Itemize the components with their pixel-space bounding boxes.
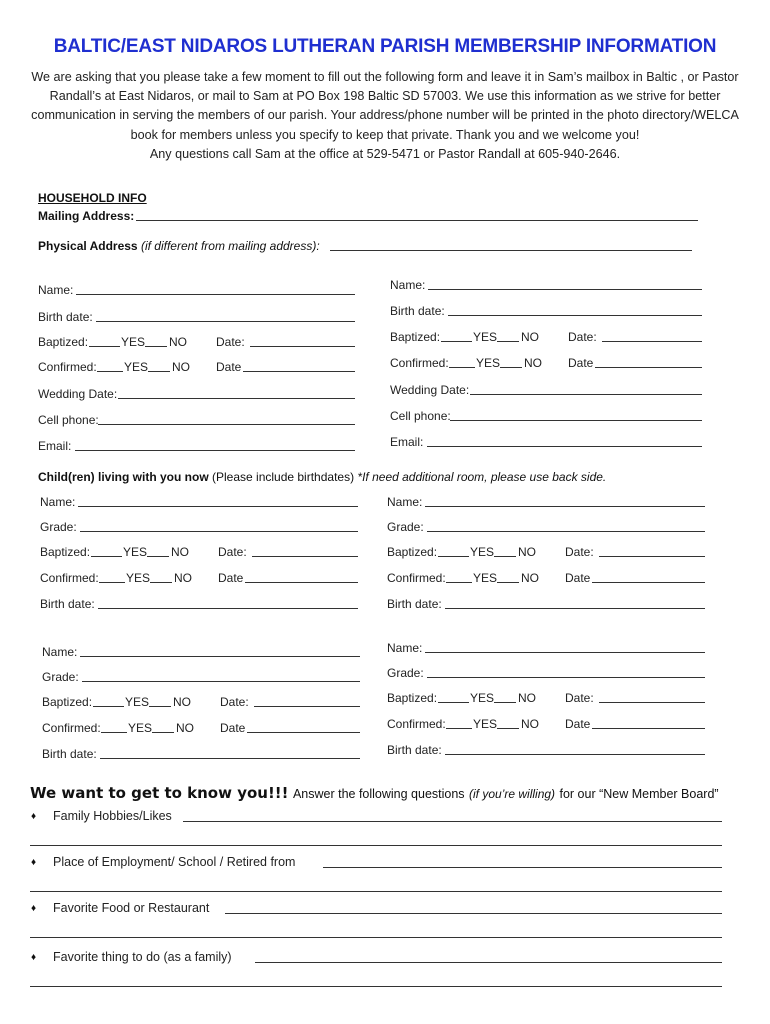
question-2-bullet-icon: ♦ [31, 903, 37, 914]
question-0-answer-line-1[interactable] [183, 821, 722, 822]
child0-baptized-date-field[interactable] [252, 556, 358, 557]
child3-confirmed-no: NO [521, 717, 539, 731]
know-heading-row [30, 784, 719, 803]
hh1-baptized-yes-blank[interactable] [441, 341, 472, 342]
hh1-cell-label: Cell phone: [390, 409, 451, 423]
hh0-confirmed-label: Confirmed: [38, 360, 97, 374]
child0-name-label: Name: [40, 495, 76, 509]
child3-baptized-label: Baptized: [387, 691, 438, 705]
hh1-confirmed-no: NO [524, 356, 542, 370]
hh0-confirmed-date-field[interactable] [243, 371, 355, 372]
child3-confirmed-yes: YES [473, 717, 498, 731]
question-0-bullet-icon: ♦ [31, 811, 37, 822]
child0-baptized-label: Baptized: [40, 545, 91, 559]
hh0-baptized-no: NO [169, 335, 187, 349]
child2-confirmed-no-blank[interactable] [152, 732, 174, 733]
child0-baptized-yes: YES [123, 545, 148, 559]
children-note-2: *If need additional room, please use back side. [357, 470, 607, 484]
hh0-confirmed-yes: YES [124, 360, 149, 374]
child3-baptized-date-field[interactable] [599, 702, 705, 703]
child3-grade-label: Grade: [387, 666, 424, 680]
question-3-label: Favorite thing to do (as a family) [53, 950, 232, 964]
child1-confirmed-label: Confirmed: [387, 571, 446, 585]
hh0-email-field[interactable] [75, 450, 355, 451]
child1-confirmed-yes-blank[interactable] [446, 582, 472, 583]
child2-confirmed-yes: YES [128, 721, 153, 735]
hh1-birth-label: Birth date: [390, 304, 445, 318]
child0-baptized-no: NO [171, 545, 189, 559]
child1-name-label: Name: [387, 495, 423, 509]
question-0-answer-line-2[interactable] [30, 845, 722, 846]
know-tail: for our “New Member Board” [559, 787, 719, 801]
child3-confirmed-date-label: Date [565, 717, 591, 731]
hh0-baptized-date-label: Date: [216, 335, 245, 349]
child0-grade-label: Grade: [40, 520, 77, 534]
hh1-birth-field[interactable] [448, 315, 702, 316]
hh0-baptized-date-field[interactable] [250, 346, 355, 347]
child2-confirmed-no: NO [176, 721, 194, 735]
hh0-name-label: Name: [38, 283, 74, 297]
child1-name-field[interactable] [425, 506, 705, 507]
hh0-email-label: Email: [38, 439, 72, 453]
hh0-baptized-yes-blank[interactable] [89, 346, 120, 347]
hh1-confirmed-no-blank[interactable] [500, 367, 522, 368]
child0-confirmed-date-label: Date [218, 571, 244, 585]
child0-baptized-date-label: Date: [218, 545, 247, 559]
child3-confirmed-yes-blank[interactable] [446, 728, 472, 729]
form-title: BALTIC/EAST NIDAROS LUTHERAN PARISH MEMBERSHIP INFORMATION [53, 36, 717, 57]
child0-baptized-no-blank[interactable] [147, 556, 169, 557]
physical-address-text: Physical Address [38, 239, 138, 253]
child2-confirmed-label: Confirmed: [42, 721, 101, 735]
hh1-baptized-label: Baptized: [390, 330, 441, 344]
child1-confirmed-yes: YES [473, 571, 498, 585]
child2-grade-label: Grade: [42, 670, 79, 684]
child3-baptized-date-label: Date: [565, 691, 594, 705]
child1-baptized-no: NO [518, 545, 536, 559]
hh1-wedding-field[interactable] [470, 394, 702, 395]
child2-birth-field[interactable] [100, 758, 360, 759]
mailing-address-field[interactable] [136, 220, 698, 221]
hh1-confirmed-label: Confirmed: [390, 356, 449, 370]
intro-text: We are asking that you please take a few moment to fill out the following form and leave it in Sam’s mailbox in Baltic , or Pastor Randall’s at East Nidaros, or mail to Sam at PO Box 198 Baltic SD 57003. We use this information as we strive for better communication in serving the members of our parish. Your address/phone number will be printed in the photo directory/WELCA book for members unless you specify to keep that private. Thank you and we welcome you! [31, 70, 739, 142]
contact-text: Any questions call Sam at the office at 529-5471 or Pastor Randall at 605-940-2646. [149, 146, 621, 161]
child1-baptized-date-field[interactable] [599, 556, 705, 557]
child3-birth-label: Birth date: [387, 743, 442, 757]
hh1-baptized-yes: YES [473, 330, 498, 344]
child2-confirmed-yes-blank[interactable] [101, 732, 127, 733]
child1-confirmed-date-label: Date [565, 571, 591, 585]
child1-baptized-label: Baptized: [387, 545, 438, 559]
child1-confirmed-no-blank[interactable] [497, 582, 519, 583]
child0-confirmed-yes: YES [126, 571, 151, 585]
child3-baptized-no: NO [518, 691, 536, 705]
child1-birth-label: Birth date: [387, 597, 442, 611]
hh0-birth-label: Birth date: [38, 310, 93, 324]
child0-birth-label: Birth date: [40, 597, 95, 611]
hh1-confirmed-date-field[interactable] [595, 367, 702, 368]
child1-grade-label: Grade: [387, 520, 424, 534]
hh1-wedding-label: Wedding Date: [390, 383, 470, 397]
child2-baptized-yes: YES [125, 695, 150, 709]
hh0-confirmed-date-label: Date [216, 360, 242, 374]
know-paren: (if you’re willing) [469, 787, 556, 801]
child3-baptized-yes-blank[interactable] [438, 702, 469, 703]
physical-address-note: (if different from mailing address): [140, 239, 320, 253]
hh1-email-field[interactable] [427, 446, 702, 447]
child2-baptized-yes-blank[interactable] [93, 706, 124, 707]
child2-confirmed-date-label: Date [220, 721, 246, 735]
child2-baptized-no-blank[interactable] [149, 706, 171, 707]
child1-birth-field[interactable] [445, 608, 705, 609]
child2-baptized-date-label: Date: [220, 695, 249, 709]
hh1-name-label: Name: [390, 278, 426, 292]
household-heading: HOUSEHOLD INFO [38, 191, 147, 205]
child0-name-field[interactable] [78, 506, 358, 507]
know-heading: We want to get to know you!!! [30, 784, 289, 802]
question-3-bullet-icon: ♦ [31, 952, 37, 963]
child2-baptized-label: Baptized: [42, 695, 93, 709]
hh0-baptized-yes: YES [121, 335, 146, 349]
child1-grade-field[interactable] [427, 531, 705, 532]
child3-grade-field[interactable] [427, 677, 705, 678]
child2-baptized-date-field[interactable] [254, 706, 360, 707]
physical-address-label [38, 239, 320, 253]
child3-name-field[interactable] [425, 652, 705, 653]
child0-confirmed-yes-blank[interactable] [99, 582, 125, 583]
child1-baptized-date-label: Date: [565, 545, 594, 559]
hh1-baptized-date-label: Date: [568, 330, 597, 344]
intro-paragraph [20, 68, 750, 164]
question-3-answer-line-2[interactable] [30, 986, 722, 987]
hh0-name-field[interactable] [76, 294, 355, 295]
child3-confirmed-label: Confirmed: [387, 717, 446, 731]
question-2-answer-line-2[interactable] [30, 937, 722, 938]
physical-address-field[interactable] [330, 250, 692, 251]
hh1-name-field[interactable] [428, 289, 702, 290]
hh0-baptized-label: Baptized: [38, 335, 89, 349]
child0-confirmed-no: NO [174, 571, 192, 585]
children-heading-row [38, 470, 606, 484]
hh0-cell-field[interactable] [98, 424, 355, 425]
hh1-email-label: Email: [390, 435, 424, 449]
child0-birth-field[interactable] [98, 608, 358, 609]
hh0-cell-label: Cell phone: [38, 413, 99, 427]
question-2-answer-line-1[interactable] [225, 913, 722, 914]
hh0-confirmed-yes-blank[interactable] [97, 371, 123, 372]
child1-baptized-yes-blank[interactable] [438, 556, 469, 557]
hh0-confirmed-no-blank[interactable] [148, 371, 170, 372]
child3-name-label: Name: [387, 641, 423, 655]
child0-baptized-yes-blank[interactable] [91, 556, 122, 557]
hh0-wedding-field[interactable] [118, 398, 355, 399]
children-note: (Please include birthdates) [212, 470, 355, 484]
hh0-confirmed-no: NO [172, 360, 190, 374]
child1-confirmed-no: NO [521, 571, 539, 585]
know-text: Answer the following questions [292, 787, 465, 801]
hh1-confirmed-yes: YES [476, 356, 501, 370]
question-0-label: Family Hobbies/Likes [53, 809, 172, 823]
question-3-answer-line-1[interactable] [255, 962, 722, 963]
child3-baptized-no-blank[interactable] [494, 702, 516, 703]
child2-name-label: Name: [42, 645, 78, 659]
child3-confirmed-no-blank[interactable] [497, 728, 519, 729]
child2-name-field[interactable] [80, 656, 360, 657]
child1-baptized-yes: YES [470, 545, 495, 559]
child2-birth-label: Birth date: [42, 747, 97, 761]
question-1-answer-line-1[interactable] [323, 867, 722, 868]
question-1-answer-line-2[interactable] [30, 891, 722, 892]
hh1-baptized-date-field[interactable] [602, 341, 702, 342]
hh1-confirmed-yes-blank[interactable] [449, 367, 475, 368]
question-2-label: Favorite Food or Restaurant [53, 901, 210, 915]
child3-confirmed-date-field[interactable] [592, 728, 705, 729]
hh1-baptized-no: NO [521, 330, 539, 344]
question-1-label: Place of Employment/ School / Retired from [53, 855, 296, 869]
child2-grade-field[interactable] [82, 681, 360, 682]
mailing-address-label: Mailing Address: [38, 209, 135, 223]
hh0-baptized-no-blank[interactable] [145, 346, 167, 347]
child2-baptized-no: NO [173, 695, 191, 709]
child3-birth-field[interactable] [445, 754, 705, 755]
child2-confirmed-date-field[interactable] [247, 732, 360, 733]
children-heading: Child(ren) living with you now [38, 470, 209, 484]
hh0-wedding-label: Wedding Date: [38, 387, 118, 401]
child0-grade-field[interactable] [80, 531, 358, 532]
hh1-cell-field[interactable] [450, 420, 702, 421]
hh0-birth-field[interactable] [96, 321, 355, 322]
child1-baptized-no-blank[interactable] [494, 556, 516, 557]
question-1-bullet-icon: ♦ [31, 857, 37, 868]
child3-baptized-yes: YES [470, 691, 495, 705]
child0-confirmed-label: Confirmed: [40, 571, 99, 585]
hh1-baptized-no-blank[interactable] [497, 341, 519, 342]
child0-confirmed-no-blank[interactable] [150, 582, 172, 583]
child0-confirmed-date-field[interactable] [245, 582, 358, 583]
hh1-confirmed-date-label: Date [568, 356, 594, 370]
child1-confirmed-date-field[interactable] [592, 582, 705, 583]
